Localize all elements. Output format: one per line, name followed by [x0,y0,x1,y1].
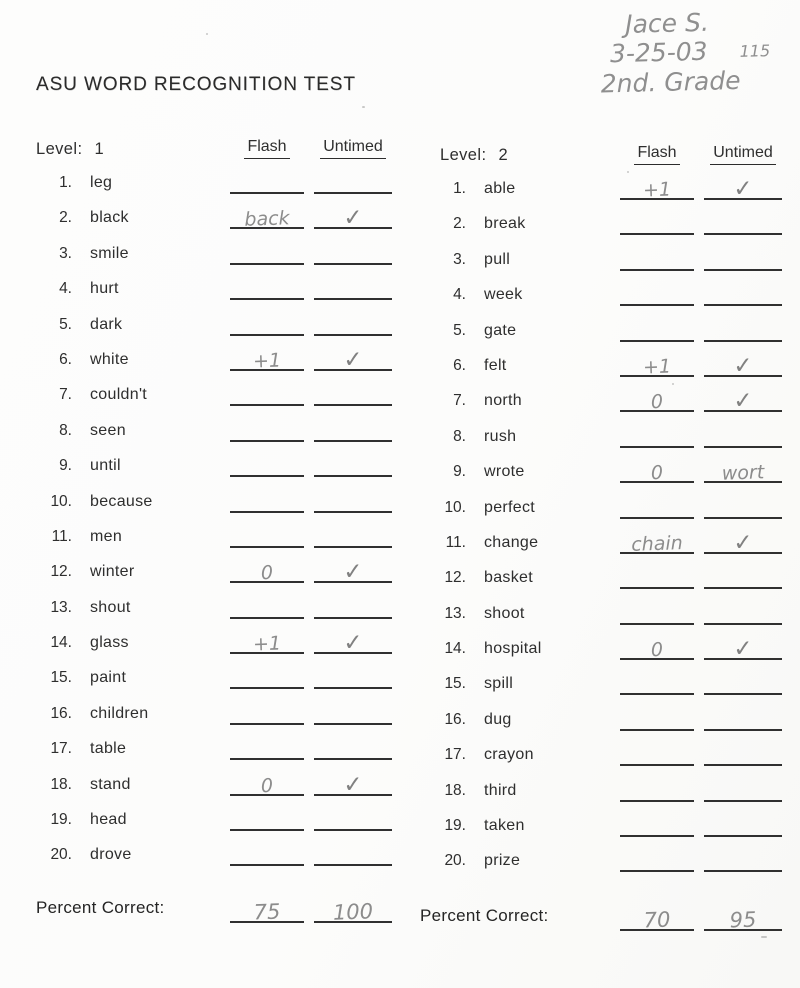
untimed-response-line [704,316,782,342]
untimed-response-line [314,274,392,300]
untimed-response-line [314,345,392,374]
word-row [30,203,406,238]
word-text: dug [484,710,512,728]
word-text: third [484,781,517,799]
word-number: 12. [444,569,466,587]
flash-response-line [620,316,694,342]
scan-speck [761,936,767,938]
handwritten-student-info [597,5,799,98]
handwritten-untimed-mark: ✓ [342,558,364,586]
handwritten-untimed-mark: ✓ [732,529,754,557]
untimed-response-line [704,174,782,203]
word-number: 5. [453,321,466,339]
handwritten-percent-untimed: 100 [332,899,374,925]
word-number: 8. [59,421,72,439]
untimed-response-line [314,628,392,657]
untimed-response-line [704,811,782,837]
handwritten-untimed-mark: ✓ [732,388,754,415]
flash-response-line [620,846,694,872]
untimed-response-line [704,209,782,235]
flash-response-line [230,522,304,548]
percent-untimed-line [314,893,392,923]
untimed-response-line [704,846,782,872]
untimed-response-line [704,386,782,415]
flash-column-header: Flash [620,144,694,165]
word-text: hospital [484,640,542,658]
word-text: table [90,740,127,758]
handwritten-flash-mark: chain [630,532,684,556]
untimed-column-header: Untimed [702,144,784,165]
word-text: black [90,209,129,227]
untimed-response-line [704,705,782,731]
word-row [30,451,406,486]
untimed-response-line [704,351,782,380]
flash-response-line [230,380,304,406]
word-number: 11. [445,533,466,551]
word-number: 5. [59,315,72,333]
handwritten-flash-mark: 0 [650,461,664,485]
untimed-response-line [704,493,782,519]
flash-response-line [620,457,694,483]
word-text: able [484,180,516,197]
word-number: 1. [453,180,466,197]
word-number: 17. [444,746,466,764]
flash-response-line [230,593,304,619]
flash-response-line [230,345,304,371]
word-text: white [90,350,129,368]
handwritten-student-name: Jace S. [624,7,710,39]
flash-response-line [230,274,304,300]
untimed-response-line [314,734,392,760]
flash-response-line [230,416,304,442]
word-row [420,209,792,244]
word-number: 9. [59,457,72,475]
level-1-section [30,138,406,925]
handwritten-flash-mark: back [244,207,290,232]
untimed-response-line [704,563,782,589]
word-number: 17. [50,740,72,758]
flash-response-line [230,699,304,725]
flash-response-line [620,422,694,448]
untimed-response-line [314,593,392,619]
word-number: 13. [444,604,466,622]
word-row [30,380,406,415]
flash-response-line [230,168,304,194]
word-row [30,416,406,451]
word-text: wrote [484,463,525,481]
untimed-response-line [704,669,782,695]
word-row [30,770,406,805]
word-text: basket [484,569,533,587]
untimed-response-line [314,310,392,336]
handwritten-flash-mark: +1 [642,178,672,202]
word-number: 3. [59,244,72,262]
word-text: head [90,811,127,829]
word-text: leg [90,174,113,191]
flash-response-line [620,174,694,200]
percent-correct-label: Percent Correct: [420,906,549,925]
word-row [420,740,792,775]
handwritten-untimed-mark: ✓ [732,175,754,203]
handwritten-untimed-mark: ✓ [342,205,364,232]
word-number: 3. [453,250,466,268]
untimed-response-line [314,805,392,831]
word-number: 11. [51,527,72,545]
untimed-column-header: Untimed [312,138,394,159]
handwritten-untimed-mark: wort [721,461,765,485]
word-number: 15. [50,669,72,687]
percent-flash-line [230,893,304,923]
word-number: 2. [59,209,72,227]
flash-response-line [230,805,304,831]
word-row [30,274,406,309]
word-number: 18. [444,781,466,799]
flash-response-line [230,663,304,689]
word-text: felt [484,356,507,374]
handwritten-percent-flash: 70 [643,907,671,933]
word-number: 14. [50,634,72,652]
handwritten-untimed-mark: ✓ [732,352,754,380]
word-number: 18. [50,775,72,793]
word-row [30,663,406,698]
word-number: 8. [453,427,466,445]
flash-column-header: Flash [230,138,304,159]
word-row [420,457,792,492]
word-row [420,493,792,528]
untimed-response-line [704,740,782,766]
word-text: rush [484,427,517,445]
word-number: 2. [453,215,466,233]
scan-speck [206,33,208,35]
word-number: 12. [50,563,72,581]
word-number: 19. [444,817,466,835]
handwritten-flash-mark: 0 [650,638,664,662]
word-number: 13. [50,598,72,616]
word-text: week [484,286,523,304]
word-text: men [90,527,123,545]
word-text: winter [90,563,135,581]
word-row [30,522,406,557]
flash-response-line [620,563,694,589]
flash-response-line [230,310,304,336]
untimed-response-line [314,770,392,796]
untimed-response-line [704,776,782,802]
word-text: children [90,704,149,722]
level-2-number: 2 [498,146,509,164]
level-1-percent-row [30,896,406,926]
word-text: shoot [484,604,525,622]
word-row [420,669,792,704]
handwritten-date: 3-25-03 [609,36,708,69]
handwritten-flash-mark: +1 [642,355,672,379]
flash-response-line [230,840,304,866]
word-row [420,316,792,351]
flash-response-line [620,245,694,271]
untimed-response-line [314,239,392,265]
word-text: until [90,457,121,475]
handwritten-untimed-mark: ✓ [342,629,364,657]
flash-response-line [620,599,694,625]
word-number: 7. [453,392,466,410]
level-1-number: 1 [94,140,105,158]
flash-response-line [620,280,694,306]
word-number: 9. [453,463,466,481]
word-row [30,805,406,840]
word-row [30,593,406,628]
word-text: break [484,215,526,233]
level-2-header [420,144,792,174]
percent-correct-label: Percent Correct: [36,898,165,917]
handwritten-untimed-mark: ✓ [732,635,754,663]
word-number: 10. [50,492,72,510]
word-number: 1. [59,174,72,191]
handwritten-flash-mark: 0 [260,774,274,797]
level-1-label: Level: 1 [36,140,105,158]
untimed-response-line [704,245,782,271]
percent-flash-line [620,901,694,931]
scan-speck [362,106,365,108]
word-text: stand [90,775,131,793]
form-title: ASU WORD RECOGNITION TEST [36,74,356,95]
word-text: couldn't [90,386,148,404]
word-text: hurt [90,280,119,298]
level-1-header [30,138,406,168]
handwritten-untimed-mark: ✓ [342,346,364,374]
word-row [420,422,792,457]
word-text: gate [484,321,517,339]
word-number: 19. [50,811,72,829]
word-row [420,280,792,315]
word-text: taken [484,817,525,835]
untimed-response-line [314,557,392,586]
untimed-response-line [704,634,782,663]
word-row [30,628,406,663]
word-row [420,705,792,740]
word-text: smile [90,244,129,262]
word-row [420,563,792,598]
word-number: 16. [50,704,72,722]
word-text: glass [90,634,129,652]
word-text: shout [90,598,131,616]
flash-response-line [620,351,694,377]
scan-speck [672,383,674,385]
level-2-label: Level: 2 [440,146,509,164]
flash-response-line [230,487,304,513]
flash-response-line [620,634,694,660]
word-number: 16. [444,710,466,728]
flash-response-line [230,203,304,232]
word-text: dark [90,315,123,333]
word-text: prize [484,852,521,870]
word-number: 6. [59,350,72,368]
handwritten-flash-mark: +1 [252,349,282,373]
untimed-response-line [704,528,782,557]
word-row [30,310,406,345]
handwritten-flash-mark: 0 [260,562,274,585]
untimed-response-line [314,840,392,866]
handwritten-id-number: 115 [739,41,771,61]
word-text: perfect [484,498,536,516]
flash-response-line [620,669,694,695]
untimed-response-line [314,487,392,513]
untimed-response-line [704,280,782,306]
untimed-response-line [314,451,392,477]
word-text: seen [90,421,126,439]
untimed-response-line [314,168,392,194]
scan-speck [627,171,629,173]
flash-response-line [230,239,304,265]
untimed-response-line [704,457,782,483]
untimed-response-line [704,599,782,625]
word-row [30,557,406,592]
flash-response-line [230,451,304,477]
word-row [420,245,792,280]
flash-response-line [230,770,304,796]
word-text: because [90,492,153,510]
word-text: change [484,533,539,551]
handwritten-untimed-mark: ✓ [342,771,364,798]
untimed-response-line [314,380,392,406]
word-text: north [484,392,522,410]
word-row [420,811,792,846]
word-row [420,528,792,563]
level-2-percent-row [420,904,792,934]
flash-response-line [620,386,694,412]
word-row [420,634,792,669]
level-1-word-list [30,168,406,876]
word-text: crayon [484,746,534,764]
word-row [420,174,792,209]
word-row [30,840,406,875]
word-text: paint [90,669,127,687]
word-row [420,776,792,811]
word-number: 15. [444,675,466,693]
untimed-response-line [314,699,392,725]
flash-response-line [620,776,694,802]
flash-response-line [620,493,694,519]
word-number: 4. [453,286,466,304]
word-row [420,386,792,421]
word-row [30,487,406,522]
level-2-section [420,144,792,933]
word-row [30,168,406,203]
untimed-response-line [314,663,392,689]
word-row [420,846,792,881]
word-text: spill [484,675,514,693]
handwritten-percent-untimed: 95 [729,907,757,933]
word-row [30,734,406,769]
word-row [420,351,792,386]
flash-response-line [620,209,694,235]
flash-response-line [620,811,694,837]
untimed-response-line [314,203,392,232]
word-number: 14. [444,640,466,658]
level-2-word-list [420,174,792,882]
untimed-response-line [314,416,392,442]
flash-response-line [620,528,694,554]
untimed-response-line [314,522,392,548]
untimed-response-line [704,422,782,448]
word-row [30,239,406,274]
handwritten-date-row [598,34,799,69]
flash-response-line [620,705,694,731]
handwritten-flash-mark: +1 [252,632,282,656]
flash-response-line [230,628,304,654]
word-number: 4. [59,280,72,298]
word-number: 6. [453,356,466,374]
flash-response-line [230,557,304,583]
percent-untimed-line [704,901,782,931]
handwritten-percent-flash: 75 [253,899,281,925]
word-number: 7. [59,386,72,404]
word-row [30,345,406,380]
word-row [30,699,406,734]
word-number: 20. [50,846,72,864]
word-text: pull [484,250,511,268]
word-text: drove [90,846,132,864]
flash-response-line [620,740,694,766]
handwritten-grade: 2nd. Grade [600,65,741,99]
handwritten-flash-mark: 0 [650,391,664,414]
word-number: 20. [444,852,466,870]
flash-response-line [230,734,304,760]
word-number: 10. [444,498,466,516]
word-row [420,599,792,634]
